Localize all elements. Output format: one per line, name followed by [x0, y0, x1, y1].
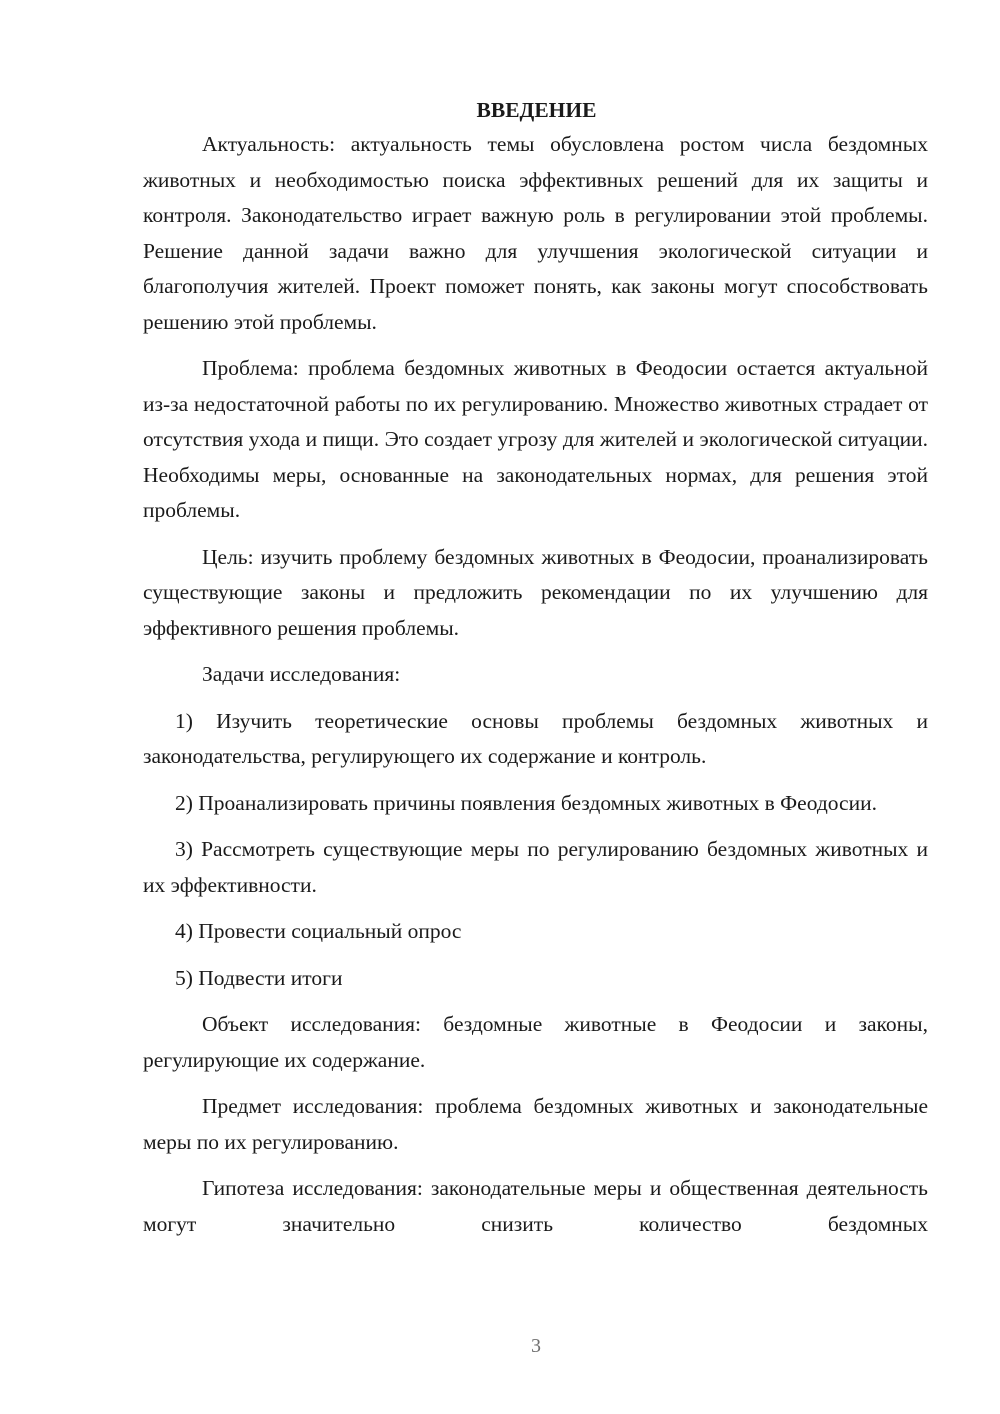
- task-item-3: 3) Рассмотреть существующие меры по регулированию бездомных животных и их эффективности.: [143, 837, 928, 897]
- relevance-paragraph: Актуальность: актуальность темы обусловлена ростом числа бездомных животных и необходимостью поиска эффективных решений для их защиты и контроля. Законодательство играет важную роль в регулировании этой проблемы. Решение данной задачи важно для улучшения экологической ситуации и благополучия жителей. Проект поможет понять, как законы могут способствовать решению этой проблемы.: [143, 132, 928, 334]
- problem-paragraph: Проблема: проблема бездомных животных в Феодосии остается актуальной из-за недостаточной работы по их регулированию. Множество животных страдает от отсутствия ухода и пищи. Это создает угрозу для жителей и экологической ситуации. Необходимы меры, основанные на законодательных нормах, для решения этой проблемы.: [143, 356, 928, 522]
- object-paragraph: Объект исследования: бездомные животные в Феодосии и законы, регулирующие их содержание.: [143, 1012, 928, 1072]
- subject-paragraph: Предмет исследования: проблема бездомных животных и законодательные меры по их регулированию.: [143, 1094, 928, 1154]
- page-number: 3: [531, 1335, 541, 1357]
- section-heading: ВВЕДЕНИЕ: [476, 98, 597, 122]
- task-item-4: 4) Провести социальный опрос: [175, 919, 462, 943]
- page-content: [143, 95, 928, 1242]
- task-item-2: 2) Проанализировать причины появления бездомных животных в Феодосии.: [175, 790, 877, 815]
- task-item-5: 5) Подвести итоги: [175, 965, 343, 990]
- hypothesis-paragraph: Гипотеза исследования: законодательные меры и общественная деятельность могут значительно снизить количество бездомных: [143, 1176, 928, 1236]
- goal-paragraph: Цель: изучить проблему бездомных животных в Феодосии, проанализировать существующие законы и предложить рекомендации по их улучшению для эффективного решения проблемы.: [143, 544, 928, 640]
- task-item-1: 1) Изучить теоретические основы проблемы бездомных животных и законодательства, регулирующего их содержание и контроль.: [143, 708, 928, 768]
- tasks-title: Задачи исследования:: [202, 662, 401, 686]
